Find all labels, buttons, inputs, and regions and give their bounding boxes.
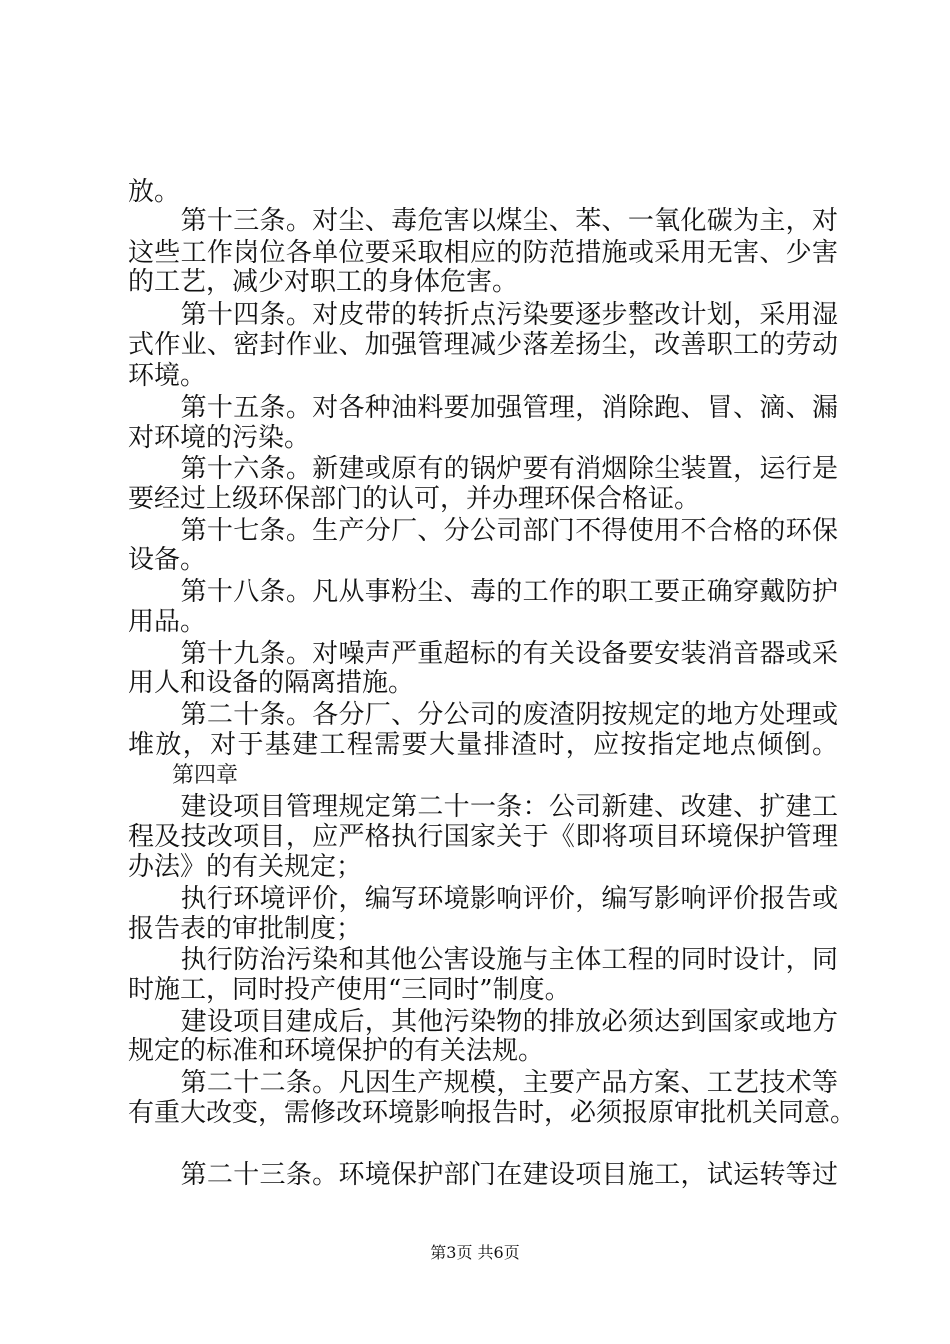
text-line: 第二十二条。凡因生产规模，主要产品方案、工艺技术等 <box>128 1068 838 1098</box>
text-line: 规定的标准和环境保护的有关法规。 <box>128 1036 545 1066</box>
text-line: 的工艺，减少对职工的身体危害。 <box>128 267 519 297</box>
text-line: 执行防治污染和其他公害设施与主体工程的同时设计，同 <box>128 945 838 975</box>
text-line: 执行环境评价，编写环境影响评价，编写影响评价报告或 <box>128 884 838 914</box>
text-line: 第十三条。对尘、毒危害以煤尘、苯、一氧化碳为主，对 <box>128 206 838 236</box>
page-footer: 第3页 共6页 <box>430 1243 520 1262</box>
text-line: 有重大改变，需修改环境影响报告时，必须报原审批机关同意。 <box>128 1098 857 1128</box>
text-line: 第二十条。各分厂、分公司的废渣阴按规定的地方处理或 <box>128 700 838 730</box>
text-line: 第二十三条。环境保护部门在建设项目施工，试运转等过 <box>128 1160 838 1190</box>
text-line: 放。 <box>128 177 181 207</box>
text-line: 程及技改项目，应严格执行国家关于《即将项目环境保护管理 <box>128 822 838 852</box>
text-line: 第十七条。生产分厂、分公司部门不得使用不合格的环保 <box>128 516 838 546</box>
text-line: 第十八条。凡从事粉尘、毒的工作的职工要正确穿戴防护 <box>128 577 838 607</box>
text-line: 堆放，对于基建工程需要大量排渣时，应按指定地点倾倒。 <box>128 730 838 760</box>
text-line: 对环境的污染。 <box>128 423 311 453</box>
text-line: 建设项目建成后，其他污染物的排放必须达到国家或地方 <box>128 1007 838 1037</box>
text-line: 报告表的审批制度； <box>128 914 363 944</box>
text-line: 建设项目管理规定第二十一条：公司新建、改建、扩建工 <box>128 792 838 822</box>
text-line: 设备。 <box>128 545 207 575</box>
text-line: 办法》的有关规定； <box>128 852 363 882</box>
text-line: 式作业、密封作业、加强管理减少落差扬尘，改善职工的劳动 <box>128 330 838 360</box>
text-line: 第十九条。对噪声严重超标的有关设备要安装消音器或采 <box>128 639 838 669</box>
text-line: 要经过上级环保部门的认可，并办理环保合格证。 <box>128 484 701 514</box>
text-line: 时施工，同时投产使用“三同时”制度。 <box>128 975 571 1005</box>
chapter-heading: 第四章 <box>128 763 239 788</box>
text-line: 环境。 <box>128 361 207 391</box>
text-line: 用品。 <box>128 607 207 637</box>
text-line: 第十四条。对皮带的转折点污染要逐步整改计划，采用湿 <box>128 300 838 330</box>
text-line: 第十六条。新建或原有的锅炉要有消烟除尘装置，运行是 <box>128 454 838 484</box>
text-line: 第十五条。对各种油料要加强管理，消除跑、冒、滴、漏 <box>128 393 838 423</box>
text-line: 这些工作岗位各单位要采取相应的防范措施或采用无害、少害 <box>128 238 838 268</box>
text-line: 用人和设备的隔离措施。 <box>128 668 415 698</box>
